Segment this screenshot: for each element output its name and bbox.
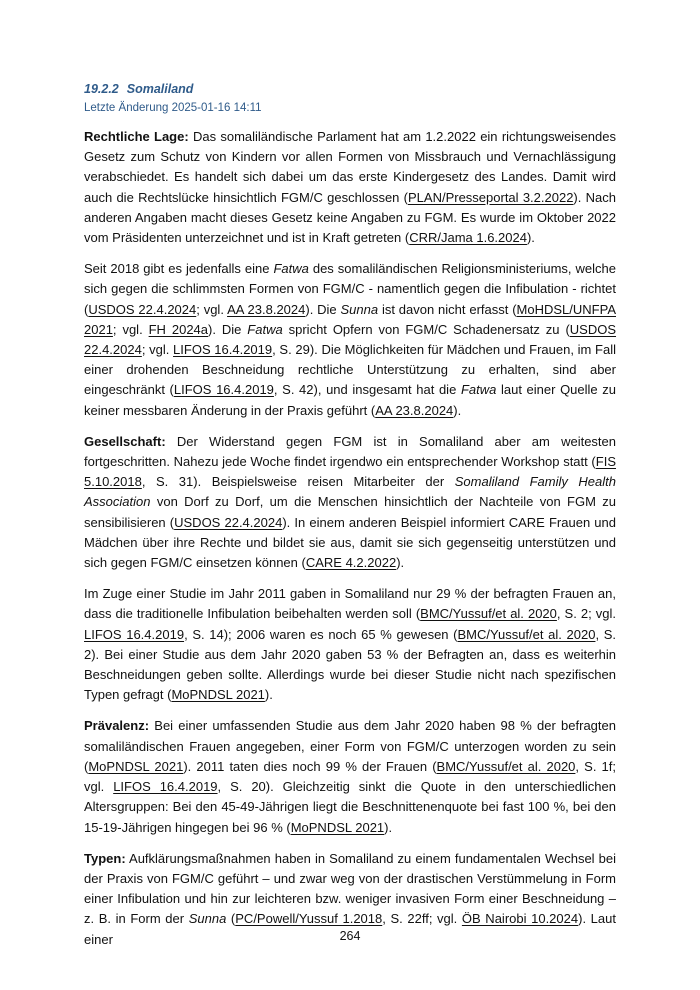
text-run: ; vgl. [141,342,174,358]
body-paragraph [84,584,616,705]
body-paragraph [84,716,616,837]
text-run: , S. 14); 2006 waren es noch 65 % gewesen ( [184,626,458,642]
source-link[interactable]: FH 2024a [148,321,209,337]
source-link[interactable]: USDOS 22.4.2024 [174,514,283,530]
source-link[interactable]: MoPNDSL 2021 [88,758,184,774]
text-run: ). [264,687,273,703]
text-run: , S. 31). Beispielsweise reisen Mitarbeiter der [141,474,455,490]
paragraph-label: Rechtliche Lage: [84,129,189,144]
text-run: , S. 22ff; vgl. [382,911,462,927]
section-title: Somaliland [126,82,194,96]
source-link[interactable]: CRR/Jama 1.6.2024 [409,230,527,246]
section-number: 19.2.2 [84,82,119,96]
text-run: laut einer Quelle zu keiner messbaren Änderung in der Praxis geführt ( [84,382,617,418]
source-link[interactable]: PC/Powell/Yussuf 1.2018 [235,911,383,927]
text-run: ). [526,230,535,246]
text-run: ). In einem anderen Beispiel informiert CARE Frauen und Mädchen über ihre Rechte und bildet sie aus, damit sie sich gegenseitig unterstützen und sich gegen FGM/C einsetzen können ( [84,514,616,571]
text-run: ). Die [305,301,341,317]
text-run: ). [384,819,393,835]
emphasized-text: Fatwa [247,321,283,337]
text-run: ; vgl. [112,321,149,337]
text-run: Der Widerstand gegen FGM ist in Somaliland aber am weitesten fortgeschritten. Nahezu jede Woche findet irgendwo ein entsprechender Workshop statt ( [84,433,616,470]
source-link[interactable]: USDOS 22.4.2024 [88,301,197,317]
text-run: Aufklärungsmaßnahmen haben in Somaliland zu einem fundamentalen Wechsel bei der Praxis von FGM/C geführt – und zwar weg von der drastischen Verstümmelung in Form einer Infibulation und hin zur leichteren bzw. weniger invasiven Form einer Beschneidung – z. B. in Form der [84,850,616,927]
text-run: Bei einer umfassenden Studie aus dem Jahr 2020 haben 98 % der befragten somaliländischen Frauen angegeben, einer Form von FGM/C unterzogen worden zu sein ( [84,718,616,774]
body-paragraph [84,259,616,421]
text-run: , S. 1f; vgl. [84,758,617,795]
text-run: ). Die [208,321,248,337]
source-link[interactable]: MoPNDSL 2021 [171,687,265,703]
text-run: Seit 2018 gibt es jedenfalls eine [84,261,274,277]
source-link[interactable]: USDOS 22.4.2024 [84,321,617,358]
text-run: ; vgl. [196,301,228,317]
text-run: spricht Opfern von FGM/C Schadenersatz zu ( [282,321,570,337]
source-link[interactable]: LIFOS 16.4.2019 [173,342,273,358]
paragraph-label: Gesellschaft: [84,433,166,449]
source-link[interactable]: BMC/Yussuf/et al. 2020 [457,626,596,642]
source-link[interactable]: CARE 4.2.2022 [305,555,397,571]
text-run: , S. 42), und insgesamt hat die [273,382,461,398]
source-link[interactable]: MoHDSL/UNFPA 2021 [84,301,616,337]
text-run: von Dorf zu Dorf, um die Menschen hinsichtlich der Nachteile von FGM zu sensibilisieren ( [84,494,616,530]
text-run: Im Zuge einer Studie im Jahr 2011 gaben in Somaliland nur 29 % der befragten Frauen an, dass die traditionelle Infibulation beibehalten werden soll ( [84,586,616,622]
text-run: ). 2011 taten dies noch 99 % der Frauen ( [183,758,437,774]
emphasized-text: Somaliland Family Health Association [84,474,616,510]
source-link[interactable]: ÖB Nairobi 10.2024 [461,911,579,927]
source-link[interactable]: LIFOS 16.4.2019 [113,779,218,795]
text-run: ). Nach anderen Angaben macht dieses Gesetz keine Angaben zu FGM. Es wurde im Oktober 2022 vom Präsidenten unterzeichnet und ist in Kraft getreten ( [84,189,616,246]
body-paragraph [84,432,616,573]
source-link[interactable]: PLAN/Presseportal 3.2.2022 [408,189,574,205]
paragraph-label: Prävalenz: [84,718,150,734]
body-paragraph [84,127,616,248]
source-link[interactable]: AA 23.8.2024 [375,402,454,418]
document-page [84,82,616,950]
text-run: , S. 2). Bei einer Studie aus dem Jahr 2020 gaben 53 % der Befragten an, dass es weiterhin Beschneidungen geben sollte. Allerdings wurde bei dieser Studie nicht nach spezifischen Typen gefragt ( [84,626,616,703]
text-run: ). [453,402,462,418]
text-run: , S. 20). Gleichzeitig sinkt die Quote in den unterschiedlichen Altersgruppen: Bei den 45-49-Jährigen liegt die Beschnittenenquote bei fast 100 %, bei den 15-19-Jährigen hingegen bei 96 % ( [84,779,616,835]
source-link[interactable]: MoPNDSL 2021 [290,819,385,835]
emphasized-text: Fatwa [273,261,309,277]
page-number: 264 [339,929,361,943]
text-run: ). [396,555,405,571]
text-run: des somaliländischen Religionsministeriums, welche sich gegen die schlimmsten Formen von FGM/C - namentlich gegen die Infibulation - richtet ( [84,261,616,317]
body-text [84,127,616,950]
source-link[interactable]: AA 23.8.2024 [227,301,306,317]
emphasized-text: Sunna [188,911,227,927]
text-run: Das somaliländische Parlament hat am 1.2.2022 ein richtungsweisendes Gesetz zum Schutz von Kindern vor allen Formen von Missbrauch und Vernachlässigung verabschiedet. Es handelt sich dabei um das erste Kindergesetz des Landes. Damit wird auch die Rechtslücke hinsichtlich FGM/C geschlossen ( [84,129,616,205]
text-run: ( [226,911,236,927]
text-run: , S. 29). Die Möglichkeiten für Mädchen und Frauen, im Fall einer drohenden Beschneidung rechtliche Unterstützung zu erhalten, sind aber eingeschränkt ( [84,342,616,398]
emphasized-text: Sunna [340,301,379,317]
source-link[interactable]: LIFOS 16.4.2019 [173,382,274,398]
source-link[interactable]: LIFOS 16.4.2019 [84,626,185,642]
section-heading [84,82,616,96]
text-run: ). Laut einer [84,911,616,947]
source-link[interactable]: BMC/Yussuf/et al. 2020 [436,758,576,774]
text-run: , S. 2; vgl. [556,606,616,622]
last-change-date: Letzte Änderung 2025-01-16 14:11 [84,102,262,114]
source-link[interactable]: FIS 5.10.2018 [84,454,616,490]
text-run: ist davon nicht erfasst ( [378,301,517,317]
emphasized-text: Fatwa [460,382,497,398]
paragraph-label: Typen: [84,850,126,866]
source-link[interactable]: BMC/Yussuf/et al. 2020 [420,606,557,622]
